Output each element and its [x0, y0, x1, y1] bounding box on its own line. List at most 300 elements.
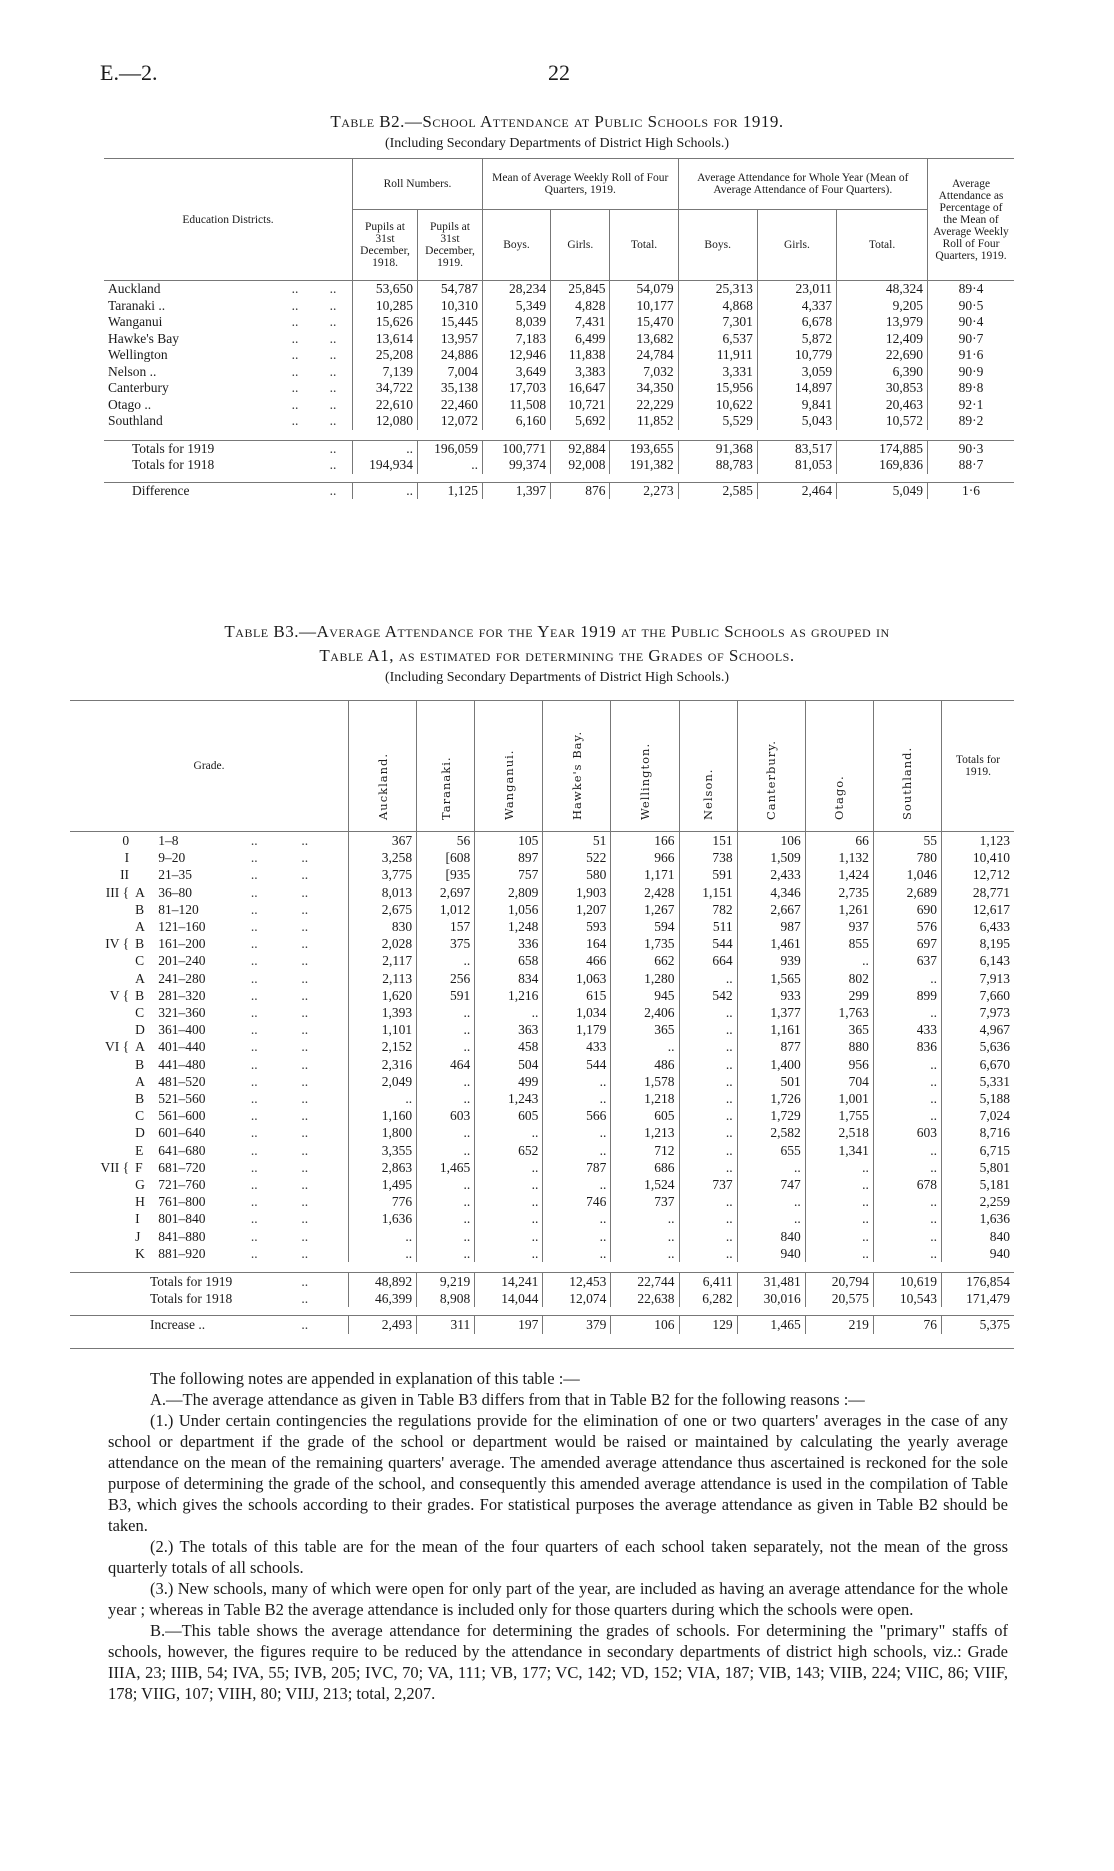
cell-value: .. [611, 1038, 679, 1055]
grade-row [70, 832, 1014, 850]
cell-value: 105 [475, 832, 543, 850]
cell-att-girls: 9,841 [757, 397, 836, 414]
cell-value: .. [417, 1004, 475, 1021]
cell-total: 840 [942, 1228, 1015, 1245]
cell-att-girls: 10,779 [757, 347, 836, 364]
cell-roll-1918: 34,722 [353, 380, 418, 397]
cell-roll-1919: 1,125 [418, 482, 483, 499]
cell-value: 311 [417, 1316, 475, 1334]
district-row [104, 364, 1014, 381]
leader-dots: .. [301, 919, 309, 935]
cell-value: .. [679, 1210, 737, 1227]
cell-pct: 90·9 [928, 364, 1015, 381]
cell-value: 433 [543, 1038, 611, 1055]
cell-value: 433 [873, 1021, 941, 1038]
note-b: B.—This table shows the average attendance for determining the grades of schools. For determining the "primary" staffs of schools, however, the figures require to be reduced by the attendance in secondary departments of district high schools, viz.: Grade IIIA, 23; IIIB, 54; IVA, 55; IVB, 205; IVC, 70; VA, 111; VB, 177; VC, 142; VD, 152; VIA, 187; VIB, 143; VIIB, 224; VIIC, 86; VIIF, 178; VIIG, 107; VIIH, 80; VIIJ, 213; total, 2,207. [108, 1621, 1008, 1703]
grade-subgrade: D [135, 1125, 145, 1141]
leader-dots: .. [291, 396, 299, 412]
cell-value: .. [679, 1107, 737, 1124]
district-row [104, 281, 1014, 298]
leader-dots: .. [301, 1317, 309, 1333]
grade-row [70, 1124, 1014, 1141]
leader-dots: .. [301, 1056, 309, 1072]
header-district-1 [417, 701, 475, 832]
grade-row [70, 970, 1014, 987]
cell-value: 3,355 [349, 1142, 417, 1159]
cell-total: 1,636 [942, 1210, 1015, 1227]
cell-value: .. [417, 1193, 475, 1210]
cell-att-girls: 14,897 [757, 380, 836, 397]
header-roll-boys: Boys. [483, 210, 551, 281]
cell-pct: 90·5 [928, 298, 1015, 315]
cell-value: 1,001 [805, 1090, 873, 1107]
cell-roll-1919: 196,059 [418, 440, 483, 457]
cell-att-boys: 91,368 [678, 440, 757, 457]
leader-dots: .. [301, 1142, 309, 1158]
cell-value: .. [679, 1056, 737, 1073]
grade-roman [70, 1021, 131, 1038]
grade-subgrade: A [135, 919, 145, 935]
cell-value: .. [679, 1193, 737, 1210]
grade-range: 641–680 [158, 1142, 206, 1158]
cell-value: [608 [417, 849, 475, 866]
grade-range: 481–520 [158, 1073, 206, 1089]
cell-value: 880 [805, 1038, 873, 1055]
cell-value: 1,261 [805, 901, 873, 918]
leader-dots: .. [250, 1022, 258, 1038]
cell-value: 664 [679, 952, 737, 969]
cell-roll-total: 2,273 [610, 482, 678, 499]
cell-value: 655 [737, 1142, 805, 1159]
leader-dots: .. [301, 1073, 309, 1089]
grade-roman [70, 1142, 131, 1159]
cell-value: 2,518 [805, 1124, 873, 1141]
grade-subgrade: G [135, 1177, 145, 1193]
cell-value: 2,735 [805, 884, 873, 901]
cell-roll-1918: 53,650 [353, 281, 418, 298]
grade-range: 321–360 [158, 1005, 206, 1021]
grade-roman [70, 1107, 131, 1124]
header-district-5 [679, 701, 737, 832]
grade-subgrade: A [135, 1073, 145, 1089]
cell-value: 8,013 [349, 884, 417, 901]
cell-value: .. [873, 1245, 941, 1262]
cell-value: .. [543, 1245, 611, 1262]
cell-total: 10,410 [942, 849, 1015, 866]
cell-att-girls: 2,464 [757, 482, 836, 499]
cell-value: .. [873, 1004, 941, 1021]
cell-value: .. [543, 1228, 611, 1245]
cell-value: .. [679, 970, 737, 987]
leader-dots [276, 457, 314, 474]
cell-value: .. [417, 1210, 475, 1227]
cell-roll-girls: 11,838 [551, 347, 610, 364]
grade-roman [70, 970, 131, 987]
cell-value: 956 [805, 1056, 873, 1073]
cell-value: 164 [543, 935, 611, 952]
cell-value: 10,619 [873, 1273, 941, 1291]
cell-value: 1,280 [611, 970, 679, 987]
grade-roman [70, 1228, 131, 1245]
header-district-label: Nelson. [701, 768, 716, 820]
grade-range: 121–160 [158, 919, 206, 935]
cell-value: 1,800 [349, 1124, 417, 1141]
cell-roll-1918: 194,934 [353, 457, 418, 474]
cell-value: 1,151 [679, 884, 737, 901]
cell-value: .. [475, 1004, 543, 1021]
cell-value: 1,726 [737, 1090, 805, 1107]
cell-roll-1918: .. [353, 482, 418, 499]
cell-value: 365 [805, 1021, 873, 1038]
cell-roll-girls: 92,884 [551, 440, 610, 457]
cell-value: .. [417, 1073, 475, 1090]
grade-roman: IV { [105, 936, 130, 952]
cell-value: 2,049 [349, 1073, 417, 1090]
cell-value: 336 [475, 935, 543, 952]
grade-row [70, 1021, 1014, 1038]
cell-value: .. [417, 1124, 475, 1141]
cell-pct: 90·3 [928, 440, 1015, 457]
cell-roll-girls: 7,431 [551, 314, 610, 331]
district-name: Canterbury [108, 380, 169, 395]
cell-value: 504 [475, 1056, 543, 1073]
header-district-6 [737, 701, 805, 832]
grade-roman [70, 1056, 131, 1073]
header-education-districts: Education Districts. [104, 159, 353, 281]
grade-subgrade: A [135, 884, 145, 900]
cell-value: 652 [475, 1142, 543, 1159]
cell-value: .. [679, 1124, 737, 1141]
cell-value: 1,179 [543, 1021, 611, 1038]
cell-roll-total: 10,177 [610, 298, 678, 315]
leader-dots: .. [250, 1228, 258, 1244]
leader-dots: .. [329, 440, 337, 456]
cell-value: .. [873, 1107, 941, 1124]
grade-range: 9–20 [158, 850, 186, 866]
cell-value: 1,267 [611, 901, 679, 918]
totals-row [104, 440, 1014, 457]
grade-subgrade: D [135, 1022, 145, 1038]
leader-dots: .. [329, 330, 337, 346]
cell-value: 1,101 [349, 1021, 417, 1038]
cell-value: 511 [679, 918, 737, 935]
cell-value: 966 [611, 849, 679, 866]
cell-value: 605 [611, 1107, 679, 1124]
notes-section [108, 1368, 1008, 1704]
header-totals-1919: Totals for 1919. [942, 701, 1015, 832]
cell-value: .. [349, 1245, 417, 1262]
cell-value: 2,675 [349, 901, 417, 918]
cell-value: 1,400 [737, 1056, 805, 1073]
cell-value: 1,578 [611, 1073, 679, 1090]
leader-dots [247, 1290, 298, 1307]
cell-value: 2,863 [349, 1159, 417, 1176]
cell-value: .. [679, 1038, 737, 1055]
cell-roll-1919: 15,445 [418, 314, 483, 331]
cell-value: 14,044 [475, 1290, 543, 1307]
cell-roll-total: 24,784 [610, 347, 678, 364]
cell-value: 746 [543, 1193, 611, 1210]
cell-value: 56 [417, 832, 475, 850]
cell-pct: 90·4 [928, 314, 1015, 331]
cell-att-boys: 2,585 [678, 482, 757, 499]
cell-value: 129 [679, 1316, 737, 1334]
header-roll-numbers: Roll Numbers. [353, 159, 483, 210]
cell-value: 1,248 [475, 918, 543, 935]
header-district-label: Southland. [900, 746, 915, 820]
grade-roman: I [124, 850, 130, 866]
cell-pct: 89·2 [928, 413, 1015, 430]
cell-value: 22,744 [611, 1273, 679, 1291]
cell-value: 782 [679, 901, 737, 918]
cell-value: 299 [805, 987, 873, 1004]
grade-row [70, 1073, 1014, 1090]
cell-att-girls: 6,678 [757, 314, 836, 331]
cell-value: 678 [873, 1176, 941, 1193]
cell-roll-girls: 25,845 [551, 281, 610, 298]
header-district-label: Otago. [832, 774, 847, 820]
cell-roll-girls: 6,499 [551, 331, 610, 348]
grade-subgrade: B [135, 901, 145, 917]
cell-value: 690 [873, 901, 941, 918]
leader-dots: .. [250, 970, 258, 986]
header-average-attendance: Average Attendance for Whole Year (Mean of Average Attendance of Four Quarters). [678, 159, 927, 210]
cell-value: .. [873, 1228, 941, 1245]
table-b3-title-line2: Table A1, as estimated for determining the Grades of Schools. [319, 646, 795, 665]
cell-roll-boys: 99,374 [483, 457, 551, 474]
cell-value: 1,056 [475, 901, 543, 918]
cell-value: .. [873, 1210, 941, 1227]
cell-value: 106 [737, 832, 805, 850]
cell-total: 8,195 [942, 935, 1015, 952]
cell-total: 6,715 [942, 1142, 1015, 1159]
cell-value: 658 [475, 952, 543, 969]
cell-value: 737 [679, 1176, 737, 1193]
leader-dots: .. [250, 919, 258, 935]
cell-value: 365 [611, 1021, 679, 1038]
cell-value: 1,034 [543, 1004, 611, 1021]
grade-subgrade [131, 832, 154, 850]
totals-label: Totals for 1918 [150, 1291, 233, 1307]
leader-dots: .. [291, 330, 299, 346]
cell-value: 55 [873, 832, 941, 850]
cell-value: 2,316 [349, 1056, 417, 1073]
leader-dots: .. [291, 297, 299, 313]
totals-label: Totals for 1919 [150, 1274, 233, 1290]
leader-dots: .. [291, 413, 299, 428]
cell-value: .. [417, 1245, 475, 1262]
leader-dots: .. [301, 1022, 309, 1038]
cell-value: 1,046 [873, 866, 941, 883]
cell-value: 1,565 [737, 970, 805, 987]
cell-value: 458 [475, 1038, 543, 1055]
cell-value: 363 [475, 1021, 543, 1038]
cell-att-girls: 5,872 [757, 331, 836, 348]
cell-roll-total: 193,655 [610, 440, 678, 457]
cell-value: 6,282 [679, 1290, 737, 1307]
cell-value: .. [805, 1159, 873, 1176]
cell-value: 464 [417, 1056, 475, 1073]
cell-att-girls: 3,059 [757, 364, 836, 381]
cell-roll-girls: 16,647 [551, 380, 610, 397]
grade-subgrade: B [135, 1056, 145, 1072]
page-number: 22 [548, 60, 570, 85]
grade-range: 241–280 [158, 970, 206, 986]
grade-row [70, 935, 1014, 952]
cell-value: .. [805, 952, 873, 969]
grade-range: 681–720 [158, 1159, 206, 1175]
cell-total: 6,670 [942, 1056, 1015, 1073]
cell-pct: 89·4 [928, 281, 1015, 298]
cell-value: 780 [873, 849, 941, 866]
cell-value: 830 [349, 918, 417, 935]
cell-value: 1,341 [805, 1142, 873, 1159]
cell-value: .. [349, 1090, 417, 1107]
cell-pct: 89·8 [928, 380, 1015, 397]
cell-value: 20,575 [805, 1290, 873, 1307]
header-district-label: Hawke's Bay. [569, 730, 584, 820]
district-row [104, 347, 1014, 364]
cell-value: .. [475, 1245, 543, 1262]
cell-value: 877 [737, 1038, 805, 1055]
leader-dots: .. [329, 413, 337, 428]
grade-range: 881–920 [158, 1245, 206, 1261]
leader-dots: .. [301, 1039, 309, 1055]
cell-total: 176,854 [942, 1273, 1015, 1291]
cell-value: .. [805, 1193, 873, 1210]
cell-value: .. [543, 1210, 611, 1227]
district-name: Southland [108, 413, 163, 428]
cell-value: 4,346 [737, 884, 805, 901]
leader-dots [276, 440, 314, 457]
cell-value: 704 [805, 1073, 873, 1090]
leader-dots [276, 482, 314, 499]
cell-value: 544 [679, 935, 737, 952]
district-row [104, 397, 1014, 414]
cell-roll-boys: 3,649 [483, 364, 551, 381]
cell-roll-total: 11,852 [610, 413, 678, 430]
cell-value: 593 [543, 918, 611, 935]
grade-range: 521–560 [158, 1091, 206, 1107]
cell-roll-1918: 7,139 [353, 364, 418, 381]
cell-total: 1,123 [942, 832, 1015, 850]
cell-value: 1,393 [349, 1004, 417, 1021]
cell-roll-1919: 7,004 [418, 364, 483, 381]
cell-value: 522 [543, 849, 611, 866]
cell-roll-boys: 17,703 [483, 380, 551, 397]
header-district-label: Taranaki. [438, 755, 453, 820]
cell-value: 802 [805, 970, 873, 987]
cell-value: 834 [475, 970, 543, 987]
grade-row [70, 1038, 1014, 1055]
cell-value: .. [417, 1038, 475, 1055]
cell-value: 106 [611, 1316, 679, 1334]
grade-roman: VII { [100, 1159, 130, 1175]
cell-roll-total: 13,682 [610, 331, 678, 348]
cell-total: 4,967 [942, 1021, 1015, 1038]
leader-dots: .. [250, 1056, 258, 1072]
cell-total: 2,259 [942, 1193, 1015, 1210]
grade-subgrade: I [135, 1211, 140, 1227]
cell-value: 840 [737, 1228, 805, 1245]
leader-dots: .. [301, 884, 309, 900]
cell-value: 933 [737, 987, 805, 1004]
leader-dots: .. [301, 1228, 309, 1244]
cell-value: 776 [349, 1193, 417, 1210]
table-b3-title-line1: Table B3.—Average Attendance for the Year 1919 at the Public Schools as grouped in [224, 622, 890, 641]
leader-dots: .. [301, 970, 309, 986]
cell-total: 7,973 [942, 1004, 1015, 1021]
cell-value: 899 [873, 987, 941, 1004]
header-mean-weekly-roll: Mean of Average Weekly Roll of Four Quarters, 1919. [483, 159, 679, 210]
cell-value: 1,243 [475, 1090, 543, 1107]
district-name: Hawke's Bay [108, 330, 180, 346]
header-district-4 [611, 701, 679, 832]
grade-roman [70, 901, 131, 918]
leader-dots: .. [250, 1005, 258, 1021]
cell-value: .. [679, 1021, 737, 1038]
grade-row [70, 952, 1014, 969]
leader-dots: .. [301, 867, 309, 883]
cell-att-boys: 7,301 [678, 314, 757, 331]
spacer-row [70, 1262, 1014, 1273]
district-row [104, 380, 1014, 397]
cell-value: 2,152 [349, 1038, 417, 1055]
cell-att-total: 6,390 [837, 364, 928, 381]
leader-dots: .. [301, 901, 309, 917]
cell-value: .. [873, 1159, 941, 1176]
leader-dots: .. [250, 850, 258, 866]
cell-value: .. [417, 1176, 475, 1193]
leader-dots: .. [250, 833, 258, 848]
cell-roll-1918: 22,610 [353, 397, 418, 414]
cell-value: .. [873, 1142, 941, 1159]
cell-value: 51 [543, 832, 611, 850]
leader-dots: .. [329, 347, 337, 362]
cell-value: 1,216 [475, 987, 543, 1004]
cell-value: .. [737, 1159, 805, 1176]
grade-subgrade: K [135, 1245, 145, 1261]
cell-value: 544 [543, 1056, 611, 1073]
cell-value: .. [417, 1142, 475, 1159]
cell-value: 2,433 [737, 866, 805, 883]
leader-dots: .. [291, 363, 299, 379]
leader-dots: .. [291, 314, 299, 329]
cell-value: 6,411 [679, 1273, 737, 1291]
cell-value: 2,689 [873, 884, 941, 901]
grade-range: 761–800 [158, 1194, 206, 1210]
grade-row [70, 866, 1014, 883]
bottom-rule [70, 1334, 1014, 1349]
cell-value: 662 [611, 952, 679, 969]
cell-value: .. [805, 1228, 873, 1245]
cell-value: 939 [737, 952, 805, 969]
grade-range: 721–760 [158, 1177, 206, 1193]
cell-value: 166 [611, 832, 679, 850]
grade-range: 601–640 [158, 1125, 206, 1141]
leader-dots: .. [329, 396, 337, 412]
cell-value: 1,636 [349, 1210, 417, 1227]
cell-value: 1,735 [611, 935, 679, 952]
grade-subgrade: C [135, 953, 145, 969]
cell-value: .. [805, 1210, 873, 1227]
header-district-label: Auckland. [375, 752, 390, 820]
cell-value: .. [475, 1176, 543, 1193]
leader-dots: .. [291, 347, 299, 362]
cell-roll-1919: 35,138 [418, 380, 483, 397]
cell-att-boys: 11,911 [678, 347, 757, 364]
cell-value: .. [611, 1210, 679, 1227]
